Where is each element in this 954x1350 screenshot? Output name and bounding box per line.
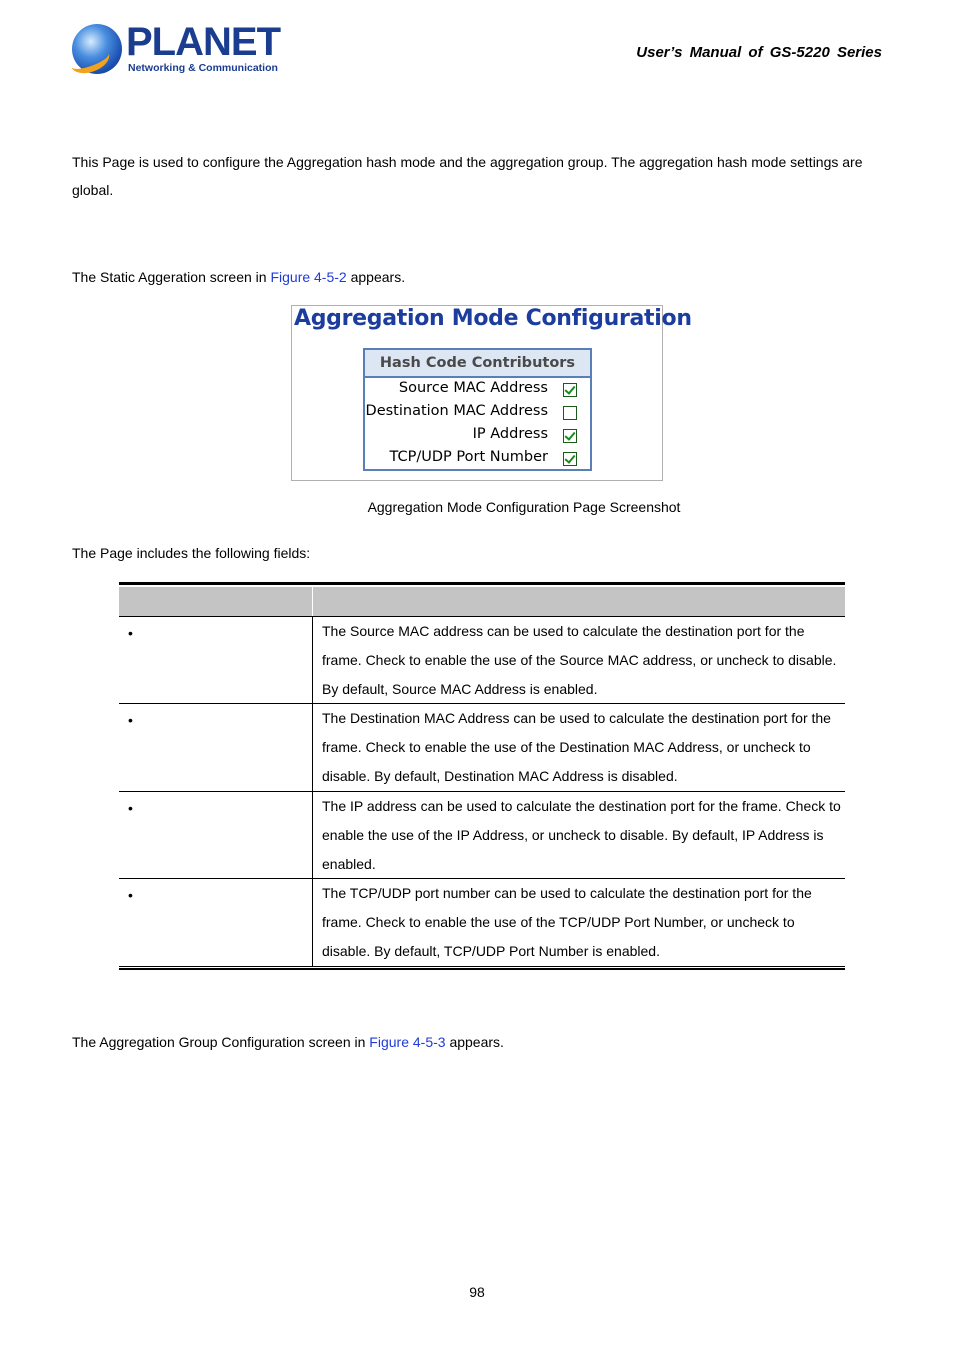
- row-description: The Destination MAC Address can be used to calculate the destination port for the frame. Check to enable the use of the Destination MAC Address, or uncheck to disable. By default, Destination MAC Address is disabled.: [322, 710, 831, 784]
- table-header-row: [119, 587, 845, 616]
- row-bullet: •: [128, 887, 133, 903]
- hash-row-checkbox[interactable]: [563, 406, 577, 420]
- hash-row: [365, 401, 590, 424]
- hash-row-label: TCP/UDP Port Number: [389, 449, 548, 465]
- planet-logo: [72, 20, 280, 78]
- figure-4-5-3-link[interactable]: Figure 4-5-3: [369, 1034, 446, 1050]
- table-top-rule: [119, 582, 845, 585]
- group-config-line: [72, 1028, 887, 1056]
- static-line-before: The Static Aggeration screen in: [72, 269, 271, 285]
- row-description: The IP address can be used to calculate the destination port for the frame. Check to enable the use of the IP Address, or uncheck to disable. By default, IP Address is enabled.: [322, 798, 841, 872]
- table-row: [119, 878, 845, 966]
- table-bottom-rule: [119, 966, 845, 970]
- table-row: [119, 703, 845, 791]
- hash-row-checkbox[interactable]: [563, 383, 577, 397]
- page-number: 98: [469, 1284, 485, 1300]
- hash-code-contributors-box: [363, 348, 592, 471]
- group-line-after: appears.: [445, 1034, 504, 1050]
- hash-row-label: Source MAC Address: [398, 380, 548, 396]
- hash-row: [365, 447, 590, 470]
- row-description: The Source MAC address can be used to calculate the destination port for the frame. Check to enable the use of the Source MAC address, or uncheck to disable. By default, Source MAC Address is enabled.: [322, 623, 837, 697]
- hash-code-header: Hash Code Contributors: [365, 350, 590, 378]
- hash-row-checkbox[interactable]: [563, 452, 577, 466]
- hash-row: [365, 378, 590, 401]
- static-aggregation-line: [72, 263, 887, 291]
- table-row: [119, 616, 845, 703]
- intro-paragraph: This Page is used to configure the Aggregation hash mode and the aggregation group. The aggregation hash mode settings are global.: [72, 154, 863, 198]
- group-line-before: The Aggregation Group Configuration screen in: [72, 1034, 370, 1050]
- static-line-after: appears.: [346, 269, 406, 285]
- table-row: [119, 791, 845, 878]
- logo-wordmark: PLANET: [126, 20, 280, 64]
- hash-row-label: Destination MAC Address: [365, 403, 548, 419]
- row-bullet: •: [128, 712, 133, 728]
- figure-title: Aggregation Mode Configuration: [294, 306, 692, 331]
- row-bullet: •: [128, 625, 133, 641]
- row-bullet: •: [128, 800, 133, 816]
- manual-title: User’s Manual of GS-5220 Series: [636, 44, 882, 61]
- figure-4-5-2-link[interactable]: Figure 4-5-2: [270, 269, 347, 285]
- hash-row-label: IP Address: [472, 426, 548, 442]
- aggregation-mode-figure: [291, 305, 692, 481]
- hash-row-checkbox[interactable]: [563, 429, 577, 443]
- row-description: The TCP/UDP port number can be used to calculate the destination port for the frame. Check to enable the use of the TCP/UDP Port Number, or uncheck to disable. By default, TCP/UDP Port Number is enabled.: [322, 885, 812, 959]
- figure-caption: Aggregation Mode Configuration Page Screenshot: [367, 499, 681, 515]
- hash-row: [365, 424, 590, 447]
- logo-tagline: Networking & Communication: [128, 62, 278, 74]
- fields-intro: The Page includes the following fields:: [72, 545, 311, 561]
